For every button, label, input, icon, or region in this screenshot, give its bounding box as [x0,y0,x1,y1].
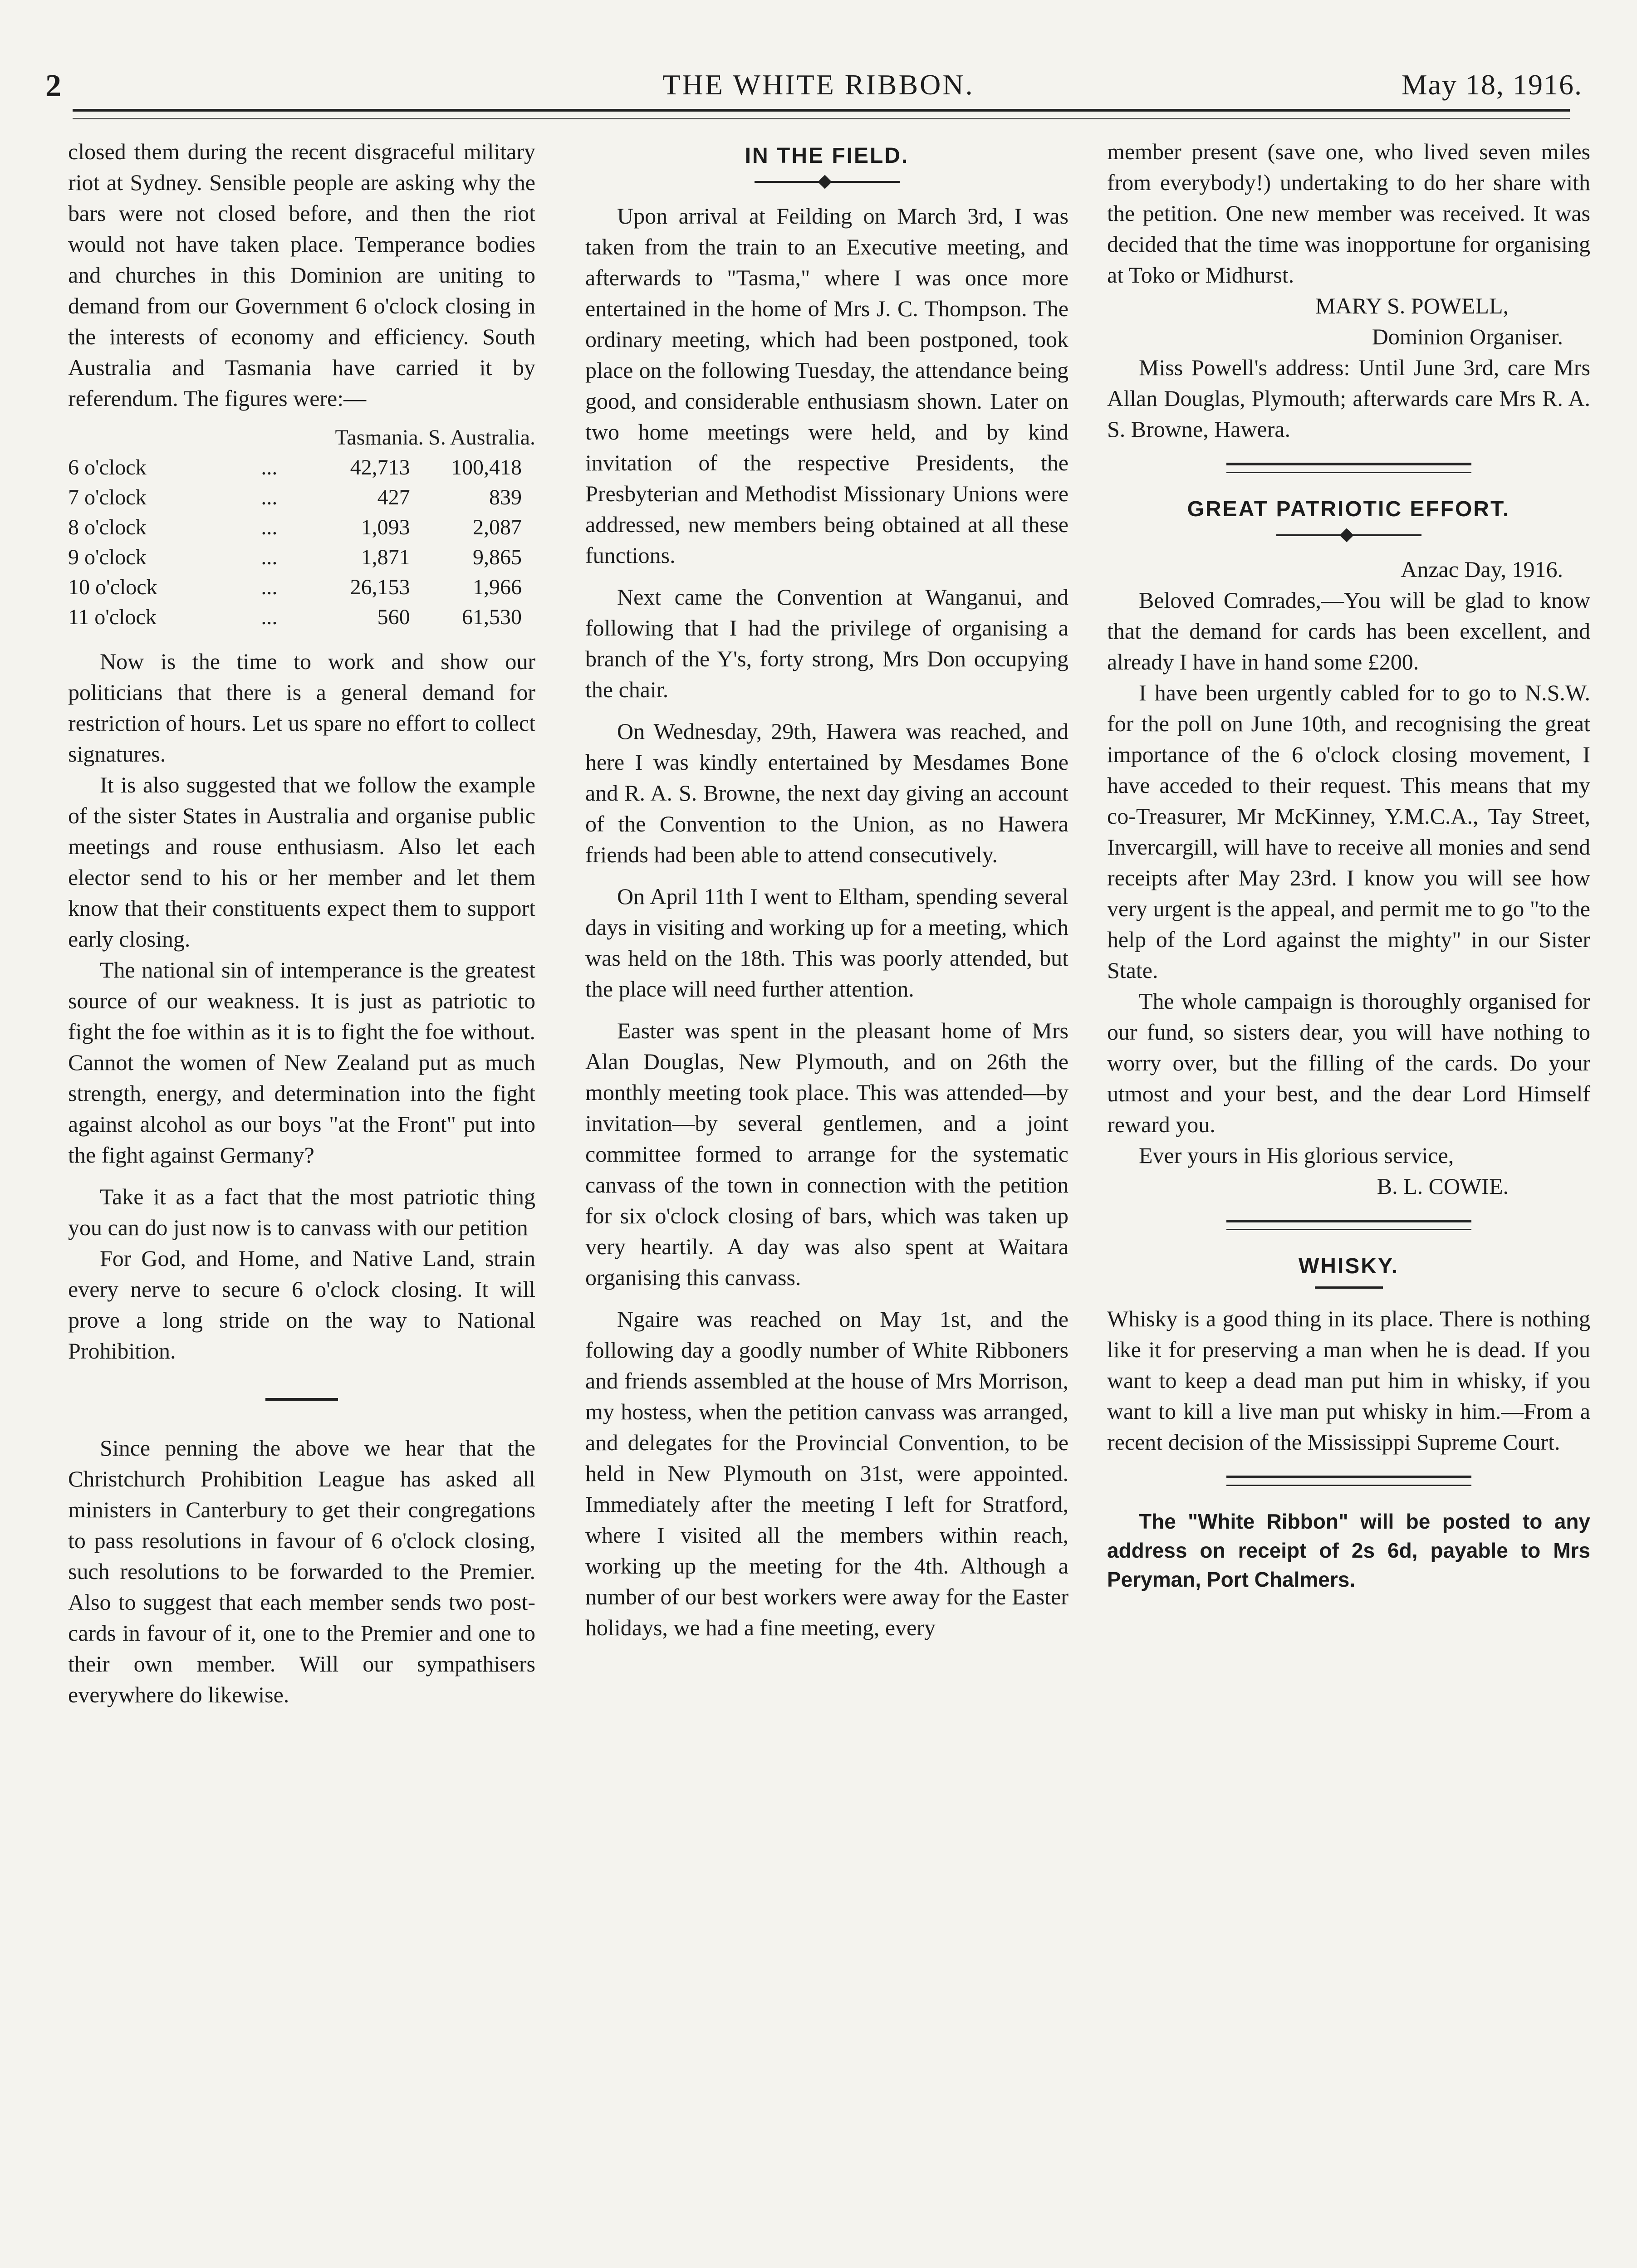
signature-name: B. L. COWIE. [1377,1173,1509,1199]
heading-whisky: WHISKY. [1298,1254,1399,1278]
tasmania-value: 560 [377,605,410,629]
paragraph: Beloved Comrades,—You will be glad to know that the demand for cards has been excellent, and already I have in hand some £200. [1107,587,1590,675]
table-row [68,602,535,632]
table-row [68,513,535,543]
paragraph: Since penning the above we hear that the Christchurch Prohibition League has asked all ministers in Canterbury to get their congregations to pass resolutions in favour of 6 o'clock closing, such resolutions to be forwarded to the Premier. Also to suggest that each member sends two post-cards in favour of it, one to the Premier and one to their own member. Will our sympathisers everywhere do likewise. [68,1435,535,1707]
paragraph: I have been urgently cabled for to go to N.S.W. for the poll on June 10th, and recognising the great importance of the 6 o'clock closing movement, I have acceded to their request. This means that my co-Treasurer, Mr McKinney, Y.M.C.A., Tay Street, Invercargill, will have to receive all monies and send receipts after May 23rd. I know you will see how very urgent is the appeal, and permit me to go "to the help of the Lord against the mighty" in our Sister State. [1107,680,1590,983]
tasmania-value: 1,093 [361,515,410,539]
row-dots: ... [261,455,278,479]
paragraph: Easter was spent in the pleasant home of Mrs Alan Douglas, New Plymouth, and on 26th the monthly meeting took place. This was attended—by invitation—by several gentlemen, and a joint committee formed to arrange for the systematic canvass of the town in connection with the petition for six o'clock closing of bars, which was taken up very heartily. A day was also spent at Waitara organising this canvass. [585,1018,1068,1290]
signature-title: Dominion Organiser. [1372,324,1563,349]
tasmania-value: 42,713 [350,455,410,479]
row-label: 6 o'clock [68,455,147,479]
article-continuation: member present (save one, who lived seven miles from everybody!) undertaking to do her share with the petition. One new member was received. It was decided that the time was inopportune for organising at Toko or Midhurst. [1107,139,1590,288]
signature-name: MARY S. POWELL, [1315,293,1509,318]
paragraph: On April 11th I went to Eltham, spending several days in visiting and working up for a meeting, which was held on the 18th. This was poorly attended, but the place will need further attention. [585,884,1068,1002]
paragraph: For God, and Home, and Native Land, strain every nerve to secure 6 o'clock closing. It will prove a long stride on the way to National Prohibition. [68,1246,535,1364]
south-australia-value: 61,530 [462,605,522,629]
paragraph: On Wednesday, 29th, Hawera was reached, and here I was kindly entertained by Mesdames Bone and R. A. S. Browne, the next day giving an account of the Convention to the Union, as no Hawera friends had been able to attend consecutively. [585,719,1068,867]
table-row [68,543,535,572]
south-australia-value: 1,966 [473,575,522,599]
double-rule-divider [1226,463,1471,473]
page-number: 2 [45,68,61,103]
paragraph: Now is the time to work and show our politicians that there is a general demand for restriction of hours. Let us spare no effort to collect signatures. [68,649,535,767]
paragraph: Next came the Convention at Wanganui, and following that I had the privilege of organising a branch of the Y's, forty strong, Mrs Don occupying the chair. [585,584,1068,702]
row-label: 10 o'clock [68,575,157,599]
column-3 [1107,136,1590,1594]
paragraph: Ngaire was reached on May 1st, and the following day a goodly number of White Ribboners and friends assembled at the house of Mrs Morrison, my hostess, when the petition canvass was arranged, and delegates for the Provincial Convention, to be held in New Plymouth on 31st, were appointed. Immediately after the meeting I left for Stratford, where I visited all the members within reach, working up the meeting for the 4th. Although a number of our best workers were away for the Easter holidays, we had a fine meeting, every [585,1306,1068,1640]
double-rule-divider [1226,1220,1471,1230]
column-header-south-australia: S. Australia. [428,425,535,450]
row-label: 9 o'clock [68,545,147,569]
paragraph: The whole campaign is thoroughly organised for our fund, so sisters dear, you will have nothing to worry over, but the filling of the cards. Do your utmost and your best, and the dear Lord Himself reward you. [1107,988,1590,1137]
south-australia-value: 839 [489,485,522,509]
header-rule [73,109,1570,119]
heading-in-the-field: IN THE FIELD. [745,144,909,168]
row-label: 7 o'clock [68,485,147,509]
subscription-notice: The "White Ribbon" will be posted to any address on receipt of 2s 6d, payable to Mrs Peryman, Port Chalmers. [1107,1510,1590,1591]
column-1 [68,136,535,1710]
diamond-ornament-icon [1276,529,1421,540]
row-dots: ... [261,605,278,629]
double-rule-divider [1226,1476,1471,1486]
south-australia-value: 2,087 [473,515,522,539]
diamond-ornament-icon [755,176,900,187]
section-divider [265,1398,338,1401]
paragraph: It is also suggested that we follow the example of the sister States in Australia and organise public meetings and rouse enthusiasm. Also let each elector send to his or her member and let them know that their constituents expect them to support early closing. [68,772,535,952]
table-row [68,572,535,602]
short-rule [1315,1286,1383,1289]
table-row [68,453,535,483]
paragraph: Take it as a fact that the most patriotic thing you can do just now is to canvass with our petition [68,1184,535,1240]
south-australia-value: 100,418 [451,455,522,479]
tasmania-value: 427 [377,485,410,509]
masthead-title: THE WHITE RIBBON. [662,68,975,101]
row-label: 11 o'clock [68,605,157,629]
tasmania-value: 1,871 [361,545,410,569]
paragraph: Whisky is a good thing in its place. There is nothing like it for preserving a man when he is dead. If you want to keep a dead man put him in whisky, if you want to kill a live man put whisky in him.—From a recent decision of the Mississippi Supreme Court. [1107,1306,1590,1455]
address-note: Miss Powell's address: Until June 3rd, care Mrs Allan Douglas, Plymouth; afterwards care Mrs R. A. S. Browne, Hawera. [1107,355,1590,442]
page-header [0,64,1637,113]
row-dots: ... [261,515,278,539]
paragraph: The national sin of intemperance is the greatest source of our weakness. It is just as patriotic to fight the foe within as it is to fight the foe without. Cannot the women of New Zealand put as much strength, energy, and determination into the fight against alcohol as our boys "at the Front" put into the fight against Germany? [68,957,535,1168]
paragraph: Upon arrival at Feilding on March 3rd, I was taken from the train to an Executive meeting, and afterwards to "Tasma," where I was once more entertained in the home of Mrs J. C. Thompson. The ordinary meeting, which had been postponed, took place on the following Tuesday, the attendance being good, and considerable enthusiasm shown. Later on two home meetings were held, and by kind invitation of the respective Presidents, the Presbyterian and Methodist Missionary Unions were addressed, new members being obtained at all these functions. [585,203,1068,568]
issue-date: May 18, 1916. [1401,68,1583,101]
dateline: Anzac Day, 1916. [1401,557,1563,582]
row-dots: ... [261,545,278,569]
south-australia-value: 9,865 [473,545,522,569]
table-header-row [68,423,535,453]
row-dots: ... [261,485,278,509]
article-continuation: closed them during the recent disgraceful military riot at Sydney. Sensible people are asking why the bars were not closed before, and then the riot would not have taken place. Temperance bodies and churches in this Dominion are uniting to demand from our Government 6 o'clock closing in the interests of economy and efficiency. South Australia and Tasmania have carried it by referendum. The figures were:— [68,139,535,411]
closing-line: Ever yours in His glorious service, [1139,1143,1454,1168]
column-2 [585,136,1068,1643]
table-row [68,483,535,513]
referendum-figures-table [68,423,535,632]
heading-great-patriotic-effort: GREAT PATRIOTIC EFFORT. [1187,497,1510,521]
column-header-tasmania: Tasmania. [335,425,424,450]
row-label: 8 o'clock [68,515,147,539]
row-dots: ... [261,575,278,599]
tasmania-value: 26,153 [350,575,410,599]
